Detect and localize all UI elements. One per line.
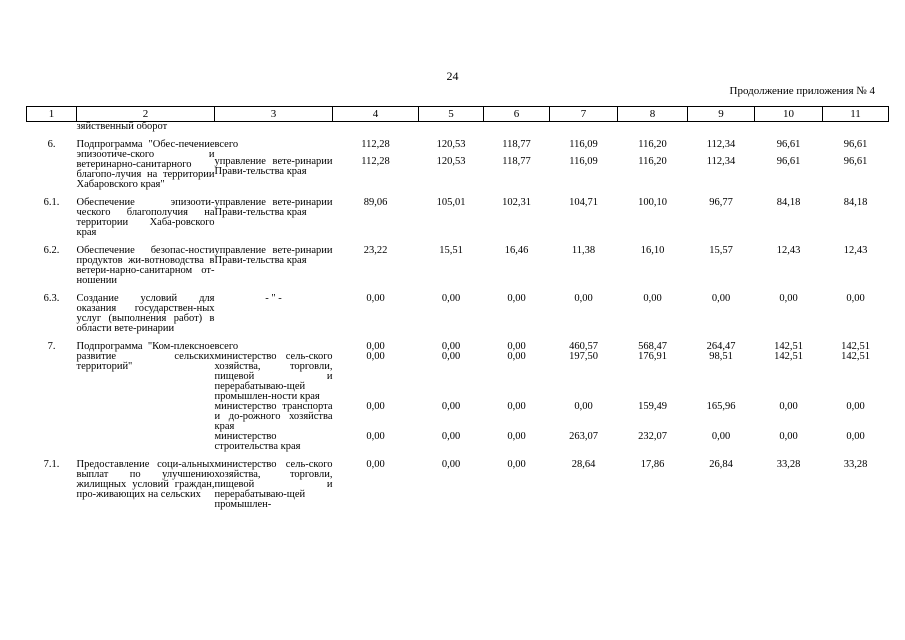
value-cell: 98,51: [709, 351, 733, 362]
value-cell: 96,61: [776, 155, 801, 167]
value-cell: 0,00: [366, 431, 385, 442]
executor-cell: - " -: [265, 293, 282, 304]
value-cell: 112,34: [706, 155, 736, 167]
value-cell: 96,61: [843, 155, 868, 167]
value-cell: 0,00: [507, 351, 526, 362]
value-cell: 0,00: [366, 351, 385, 362]
carry-over-row: [27, 122, 889, 133]
executor-cell: управление вете-ринарии Прави-тельства края: [214, 155, 333, 177]
value-cell: 460,57: [569, 341, 598, 352]
value-cell: 142,51: [774, 341, 803, 352]
row-number: 6.: [47, 139, 56, 150]
empty-cell: [215, 122, 333, 133]
value-cell: 116,09: [569, 155, 598, 167]
value-cell: 232,07: [638, 431, 667, 442]
column-header: 4: [333, 107, 419, 122]
value-cell: 0,00: [441, 401, 461, 412]
value-cell: 165,96: [706, 401, 736, 412]
executor-cell: министерство транспорта и до-рожного хозяйства края: [214, 401, 333, 432]
value-cell: 118,77: [502, 155, 531, 167]
value-cell: 12,43: [843, 245, 868, 256]
program-table: [26, 106, 889, 510]
value-cell: 11,38: [571, 245, 596, 256]
value-cell: 15,57: [709, 245, 733, 256]
value-cell: 17,86: [640, 459, 665, 470]
value-cell: 112,34: [706, 139, 736, 150]
column-header: 2: [77, 107, 215, 122]
value-cell: 28,64: [571, 459, 596, 470]
value-cell: 0,00: [846, 431, 865, 442]
value-cell: 26,84: [709, 459, 733, 470]
value-cell: 0,00: [846, 293, 865, 304]
value-cell: 197,50: [569, 351, 598, 362]
value-cell: 0,00: [779, 401, 798, 412]
row-number: 6.1.: [43, 197, 60, 208]
value-cell: 0,00: [366, 293, 385, 304]
value-cell: 0,00: [441, 351, 461, 362]
row-number: 6.2.: [43, 245, 60, 256]
empty-cell: [484, 122, 550, 133]
value-cell: 0,00: [574, 293, 593, 304]
value-cell: 104,71: [569, 197, 598, 208]
value-cell: 116,20: [638, 139, 667, 150]
value-cell: 16,10: [640, 245, 665, 256]
value-cell: 33,28: [843, 459, 868, 470]
column-header: 5: [419, 107, 484, 122]
column-header: 1: [27, 107, 77, 122]
value-cell: 0,00: [366, 401, 385, 412]
value-cell: 142,51: [841, 351, 870, 362]
row-number: 7.: [47, 341, 56, 352]
row-name: Подпрограмма "Обес-печение эпизоотиче-ского и ветеринарно-санитарного благопо-лучия на территории Хабаровского края": [76, 139, 215, 190]
row-name: Подпрограмма "Ком-плексное развитие сельских территорий": [76, 341, 215, 372]
table-row: [27, 140, 889, 157]
value-cell: 89,06: [363, 197, 388, 208]
value-cell: 0,00: [711, 293, 731, 304]
executor-cell: министерство строительства края: [214, 431, 301, 452]
value-cell: 0,00: [507, 431, 526, 442]
value-cell: 105,01: [436, 197, 466, 208]
page-number: 24: [446, 69, 459, 83]
table-row: [27, 198, 889, 238]
column-header: 7: [550, 107, 618, 122]
value-cell: 142,51: [841, 341, 870, 352]
row-number: [27, 122, 77, 133]
value-cell: 0,00: [507, 401, 526, 412]
column-header: 8: [618, 107, 688, 122]
value-cell: 0,00: [441, 293, 461, 304]
header-row: [27, 107, 889, 122]
value-cell: 23,22: [363, 245, 388, 256]
continuation-label: Продолжение приложения № 4: [729, 85, 875, 97]
table-row: [27, 246, 889, 286]
empty-cell: [419, 122, 484, 133]
empty-cell: [755, 122, 823, 133]
executor-cell: министерство сель-ского хозяйства, торговли, пищевой и перерабатываю-щей промышлен-: [214, 459, 333, 510]
value-cell: 96,61: [776, 139, 801, 150]
value-cell: 0,00: [366, 341, 385, 352]
value-cell: 0,00: [507, 341, 526, 352]
value-cell: 0,00: [441, 459, 461, 470]
value-cell: 84,18: [843, 197, 868, 208]
value-cell: 159,49: [638, 401, 667, 412]
table-row: [27, 294, 889, 334]
value-cell: 96,61: [843, 139, 868, 150]
carry-over-text: зяйственный оборот: [76, 121, 168, 132]
column-header: 11: [823, 107, 889, 122]
value-cell: 0,00: [507, 459, 526, 470]
executor-cell: всего: [214, 341, 239, 352]
value-cell: 568,47: [638, 341, 667, 352]
value-cell: 0,00: [779, 431, 798, 442]
value-cell: 0,00: [643, 293, 662, 304]
value-cell: 112,28: [361, 139, 390, 150]
empty-cell: [823, 122, 889, 133]
value-cell: 0,00: [441, 431, 461, 442]
executor-cell: управление вете-ринарии Прави-тельства края: [214, 197, 333, 218]
value-cell: 0,00: [366, 459, 385, 470]
table-row: [27, 460, 889, 510]
row-name: Обеспечение эпизооти-ческого благополучия на территории Хаба-ровского края: [76, 197, 215, 238]
column-header: 6: [484, 107, 550, 122]
value-cell: 15,51: [439, 245, 463, 256]
row-number: 7.1.: [43, 459, 60, 470]
value-cell: 264,47: [706, 341, 736, 352]
row-name: Обеспечение безопас-ности продуктов жи-вотноводства в ветери-нарно-санитарном от-ношении: [76, 245, 215, 286]
column-header: 3: [215, 107, 333, 122]
value-cell: 0,00: [574, 401, 593, 412]
executor-cell: министерство сель-ского хозяйства, торговли, пищевой и перерабатываю-щей промышлен-ности края: [214, 351, 333, 402]
empty-cell: [550, 122, 618, 133]
value-cell: 0,00: [507, 293, 526, 304]
column-header: 9: [688, 107, 755, 122]
empty-cell: [618, 122, 688, 133]
row-name: Создание условий для оказания государствен-ных услуг (выполнения работ) в области вете-ринарии: [76, 293, 215, 334]
value-cell: 116,20: [638, 155, 667, 167]
value-cell: 33,28: [776, 459, 801, 470]
value-cell: 176,91: [638, 351, 667, 362]
value-cell: 120,53: [436, 155, 466, 167]
value-cell: 0,00: [779, 293, 798, 304]
table-body: [27, 122, 889, 511]
executor-cell: управление вете-ринарии Прави-тельства края: [214, 245, 333, 266]
value-cell: 142,51: [774, 351, 803, 362]
value-cell: 263,07: [569, 431, 598, 442]
value-cell: 16,46: [504, 245, 529, 256]
value-cell: 96,77: [709, 197, 733, 208]
column-header: 10: [755, 107, 823, 122]
value-cell: 100,10: [638, 197, 667, 208]
value-cell: 120,53: [436, 139, 466, 150]
row-name: Предоставление соци-альных выплат по улучшению жилищных условий граждан, про-живающих на сельских: [76, 459, 215, 500]
value-cell: 116,09: [569, 139, 598, 150]
value-cell: 0,00: [441, 341, 461, 352]
row-number: 6.3.: [43, 293, 60, 304]
value-cell: 0,00: [711, 431, 731, 442]
value-cell: 84,18: [776, 197, 801, 208]
value-cell: 102,31: [502, 197, 531, 208]
value-cell: 12,43: [776, 245, 801, 256]
value-cell: 112,28: [361, 155, 390, 167]
empty-cell: [333, 122, 419, 133]
value-cell: 0,00: [846, 401, 865, 412]
value-cell: 118,77: [502, 139, 531, 150]
empty-cell: [688, 122, 755, 133]
executor-cell: всего: [214, 139, 239, 150]
